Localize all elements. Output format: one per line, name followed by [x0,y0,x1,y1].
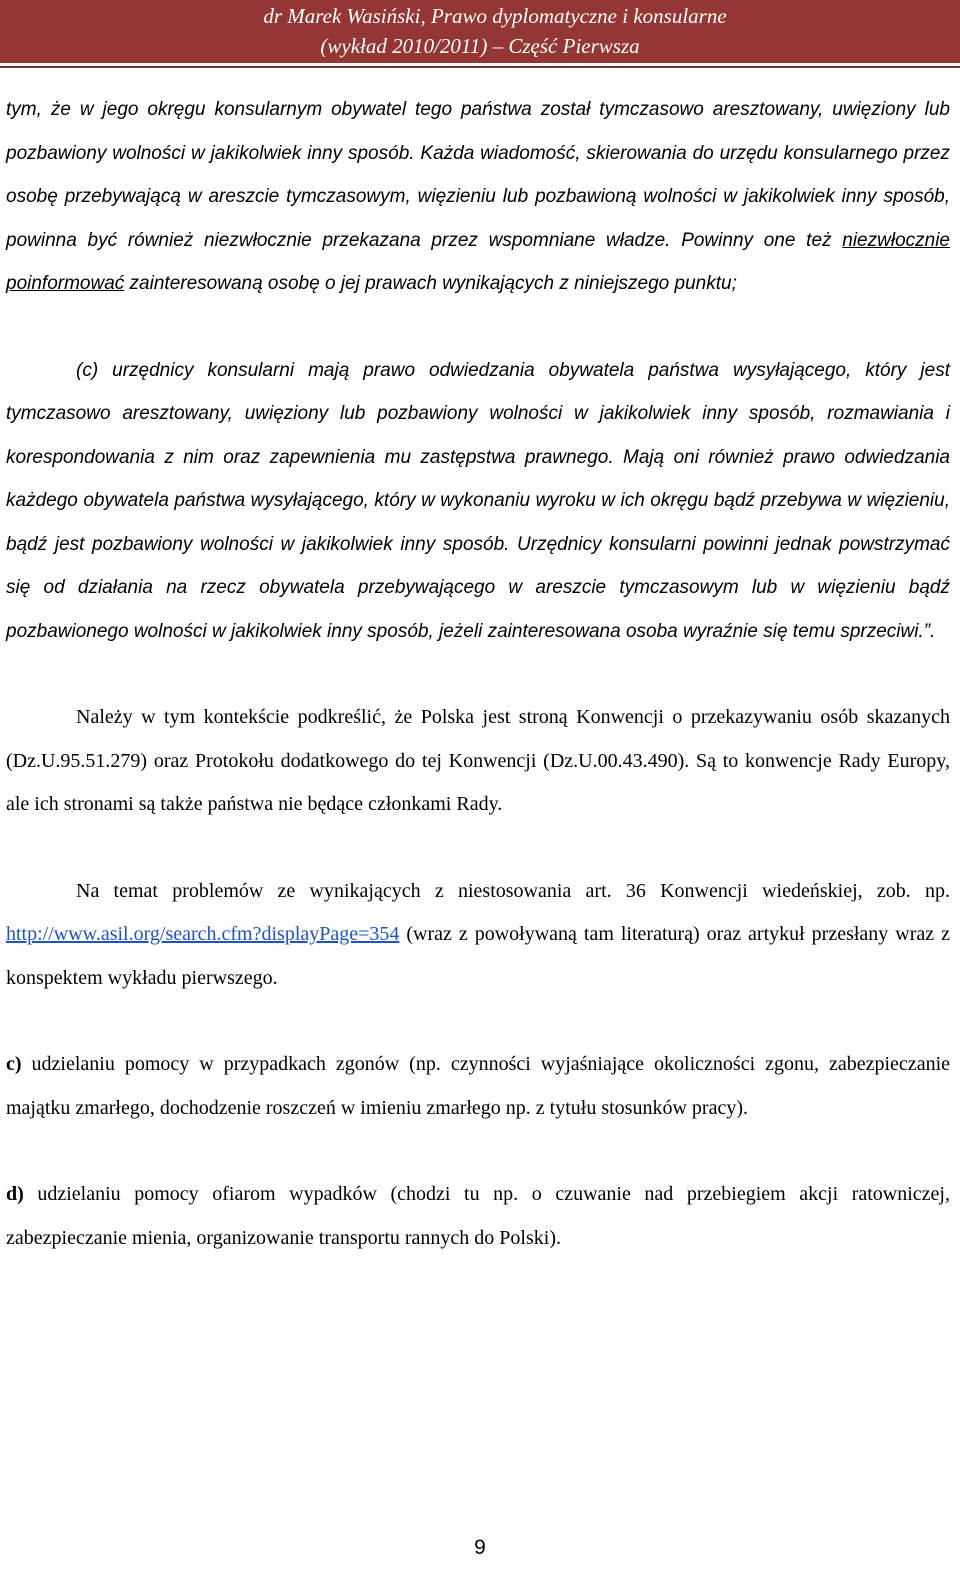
quote-paragraph-1 [6,88,950,306]
running-header [0,0,960,63]
paragraph-spacer [6,653,950,696]
paragraph-convention-note: Należy w tym kontekście podkreślić, że Polska jest stroną Konwencji o przekazywaniu osób skazanych (Dz.U.95.51.279) oraz Protokołu dodatkowego do tej Konwencji (Dz.U.00.43.490). Są to konwencje Rady Europy, ale ich stronami są także państwa nie będące członkami Rady. [6,706,950,815]
paragraph-item-c [6,1043,950,1130]
item-c-label: c) [6,1053,22,1075]
paragraph-item-d [6,1173,950,1260]
page-number: 9 [474,1536,486,1559]
reference-text-before: Na temat problemów ze wynikających z niestosowania art. 36 Konwencji wiedeńskiej, zob. np. [76,879,950,902]
paragraph-spacer [6,1000,950,1043]
quote-underlined-phrase: niezwłocznie poinformować [6,229,950,294]
paragraph-reference [6,870,950,1001]
item-d-label: d) [6,1183,24,1205]
document-body [6,88,950,1260]
header-title-line2: (wykład 2010/2011) – Część Pierwsza [320,34,640,58]
paragraph-spacer [6,1130,950,1173]
reference-text-after: (wraz z powoływaną tam literaturą) oraz artykuł przesłany wraz z konspektem wykładu pierwszego. [6,923,950,989]
item-c-text: udzielaniu pomocy w przypadkach zgonów (np. czynności wyjaśniające okoliczności zgonu, zabezpieczanie majątku zmarłego, dochodzenie roszczeń w imieniu zmarłego np. z tytułu stosunków pracy). [6,1053,950,1119]
asil-link[interactable]: http://www.asil.org/search.cfm?displayPage=354 [6,923,400,945]
quote-paragraph-2: (c) urzędnicy konsularni mają prawo odwiedzania obywatela państwa wysyłającego, który jest tymczasowo aresztowany, uwięziony lub pozbawiony wolności w jakikolwiek inny sposób, rozmawiania i korespondowania z nim oraz zapewnienia mu zastępstwa prawnego. Mają oni również prawo odwiedzania każdego obywatela państwa wysyłającego, który w wykonaniu wyroku w ich okręgu bądź przebywa w więzieniu, bądź jest pozbawiony wolności w jakikolwiek inny sposób. Urzędnicy konsularni powinni jednak powstrzymać się od działania na rzecz obywatela przebywającego w areszcie tymczasowym lub w więzieniu bądź pozbawionego wolności w jakikolwiek inny sposób, jeżeli zainteresowana osoba wyraźnie się temu sprzeciwi.”. [6,359,950,642]
paragraph-spacer [6,306,950,349]
item-d-text: udzielaniu pomocy ofiarom wypadków (chodzi tu np. o czuwanie nad przebiegiem akcji ratowniczej, zabezpieczanie mienia, organizowanie transportu rannych do Polski). [6,1183,950,1249]
header-divider [0,66,960,68]
quote-paragraph-1-text-a: tym, że w jego okręgu konsularnym obywatel tego państwa został tymczasowo aresztowany, uwięziony lub pozbawiony wolności w jakikolwiek inny sposób. Każda wiadomość, skierowania do urzędu konsularnego przez osobę przebywającą w areszcie tymczasowym, więzieniu lub pozbawioną wolności w jakikolwiek inny sposób, powinna być również niezwłocznie przekazana przez wspomniane władze. Powinny one też [6,99,950,251]
paragraph-spacer [6,827,950,870]
header-title-line1: dr Marek Wasiński, Prawo dyplomatyczne i konsularne [263,4,727,28]
quote-paragraph-1-text-b: zainteresowaną osobę o jej prawach wynikających z niniejszego punktu; [124,273,737,294]
